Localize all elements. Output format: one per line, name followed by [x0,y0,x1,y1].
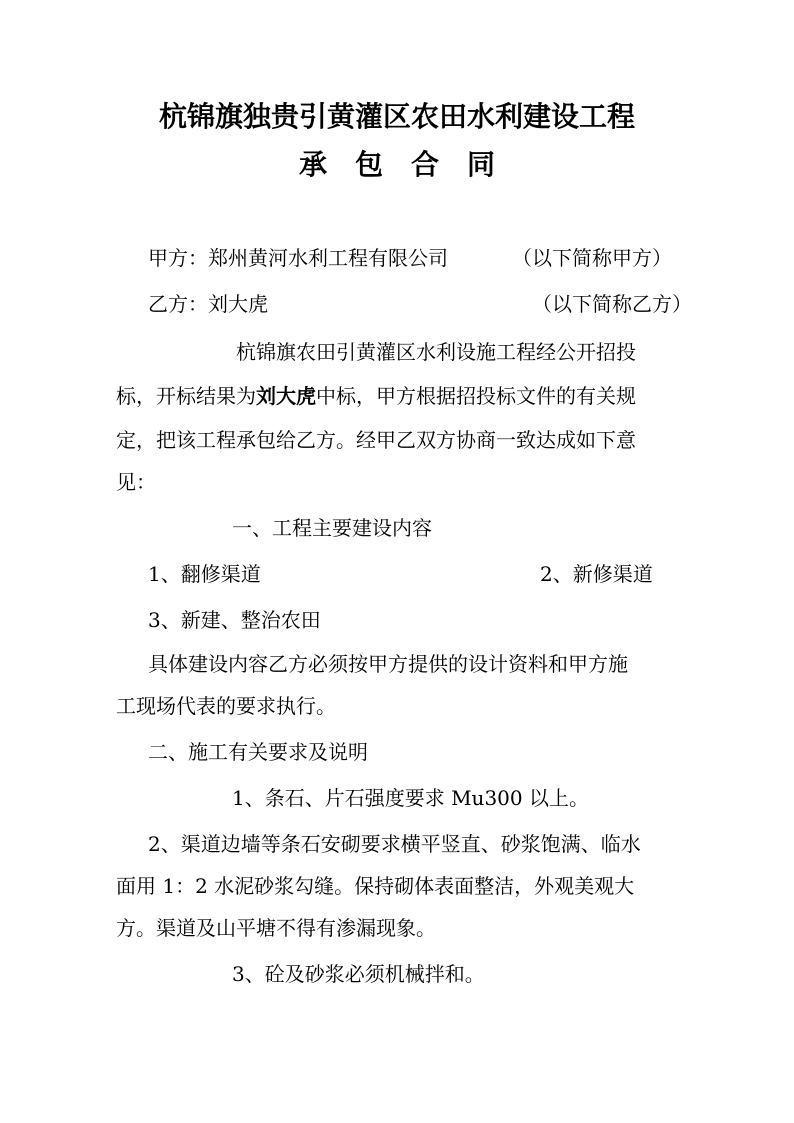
requirement-1: 1、条石、片石强度要求 Mu300 以上。 [232,786,589,810]
party-b-note: （以下简称乙方） [532,292,692,316]
title-line-2: 承包合同 [298,148,523,181]
title-line-1: 杭锦旗独贵引黄灌区农田水利建设工程 [158,100,635,133]
intro-line-2 [116,384,636,408]
party-a-label: 甲方：郑州黄河水利工程有限公司 [148,246,448,270]
intro-line-2-b: 中标，甲方根据招投标文件的有关规 [316,384,636,408]
intro-line-2-a: 标，开标结果为 [116,384,256,408]
section-1-title: 一、工程主要建设内容 [232,516,432,540]
item-2: 2、新修渠道 [540,562,653,586]
requirement-2-line-2: 面用 1：2 水泥砂浆勾缝。保持砌体表面整洁，外观美观大 [116,874,635,898]
item-1: 1、翻修渠道 [148,562,261,586]
item-3: 3、新建、整治农田 [148,608,321,632]
requirement-3: 3、砼及砂浆必须机械拌和。 [232,962,485,986]
winner-name: 刘大虎 [256,384,316,408]
section-2-title: 二、施工有关要求及说明 [148,740,368,764]
intro-line-4: 见： [116,470,156,494]
section-1-body-line-2: 工现场代表的要求执行。 [116,694,336,718]
intro-line-1: 杭锦旗农田引黄灌区水利设施工程经公开招投 [236,340,636,364]
party-a-note: （以下简称甲方） [512,246,672,270]
requirement-2-line-1: 2、渠道边墙等条石安砌要求横平竖直、砂浆饱满、临水 [148,832,641,856]
party-b-label: 乙方：刘大虎 [148,292,268,316]
requirement-2-line-3: 方。渠道及山平塘不得有渗漏现象。 [116,916,436,940]
intro-line-3: 定，把该工程承包给乙方。经甲乙双方协商一致达成如下意 [116,428,636,452]
section-1-body-line-1: 具体建设内容乙方必须按甲方提供的设计资料和甲方施 [148,652,628,676]
